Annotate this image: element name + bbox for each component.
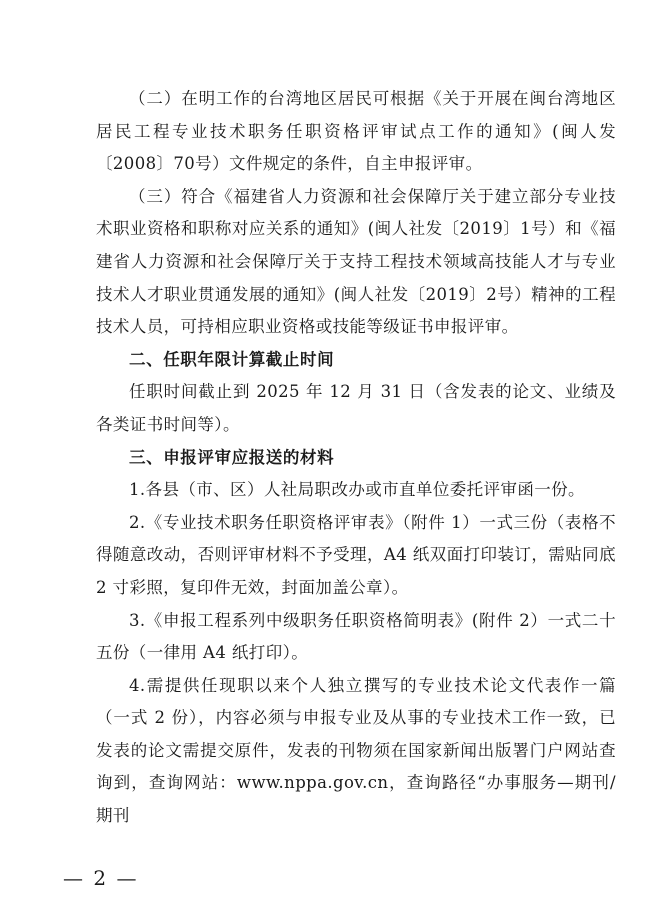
paragraph-material-4: 4.需提供任现职以来个人独立撰写的专业技术论文代表作一篇（一式 2 份），内容必须与申报专业及从事的专业技术工作一致，已发表的论文需提交原件，发表的刊物须在国家新闻出版署门户网站查询到，查询网站：www.nppa.gov.cn，查询路径“办事服务—期刊/期刊 [96,675,616,826]
paragraph-material-3: 3.《申报工程系列中级职务任职资格简明表》(附件 2）一式二十五份（一律用 A4 纸打印）。 [96,610,616,663]
paragraph-material-2: 2.《专业技术职务任职资格评审表》（附件 1）一式三份（表格不得随意改动，否则评审材料不予受理，A4 纸双面打印装订，需贴同底 2 寸彩照，复印件无效，封面加盖公章）。 [96,512,616,597]
page-number: — 2 — [63,866,139,890]
paragraph-qualification-correspondence: （三）符合《福建省人力资源和社会保障厅关于建立部分专业技术职业资格和职称对应关系的通知》(闽人社发〔2019〕1号）和《福建省人力资源和社会保障厅关于支持工程技术领域高技能人才与专业技术人才职业贯通发展的通知》(闽人社发〔2019〕2号）精神的工程技术人员，可持相应职业资格或技能等级证书申报评审。 [96,186,616,337]
paragraph-taiwan-residents: （二）在明工作的台湾地区居民可根据《关于开展在闽台湾地区居民工程专业技术职务任职资格评审试点工作的通知》(闽人发〔2008〕70号）文件规定的条件，自主申报评审。 [96,89,616,174]
document-body [96,83,616,833]
paragraph-deadline: 任职时间截止到 2025 年 12 月 31 日（含发表的论文、业绩及各类证书时间等）。 [96,382,616,434]
section-heading-deadline: 二、任职年限计算截止时间 [129,349,335,369]
paragraph-material-1: 1.各县（市、区）人社局职改办或市直单位委托评审函一份。 [129,480,585,500]
section-heading-materials: 三、申报评审应报送的材料 [129,447,335,467]
